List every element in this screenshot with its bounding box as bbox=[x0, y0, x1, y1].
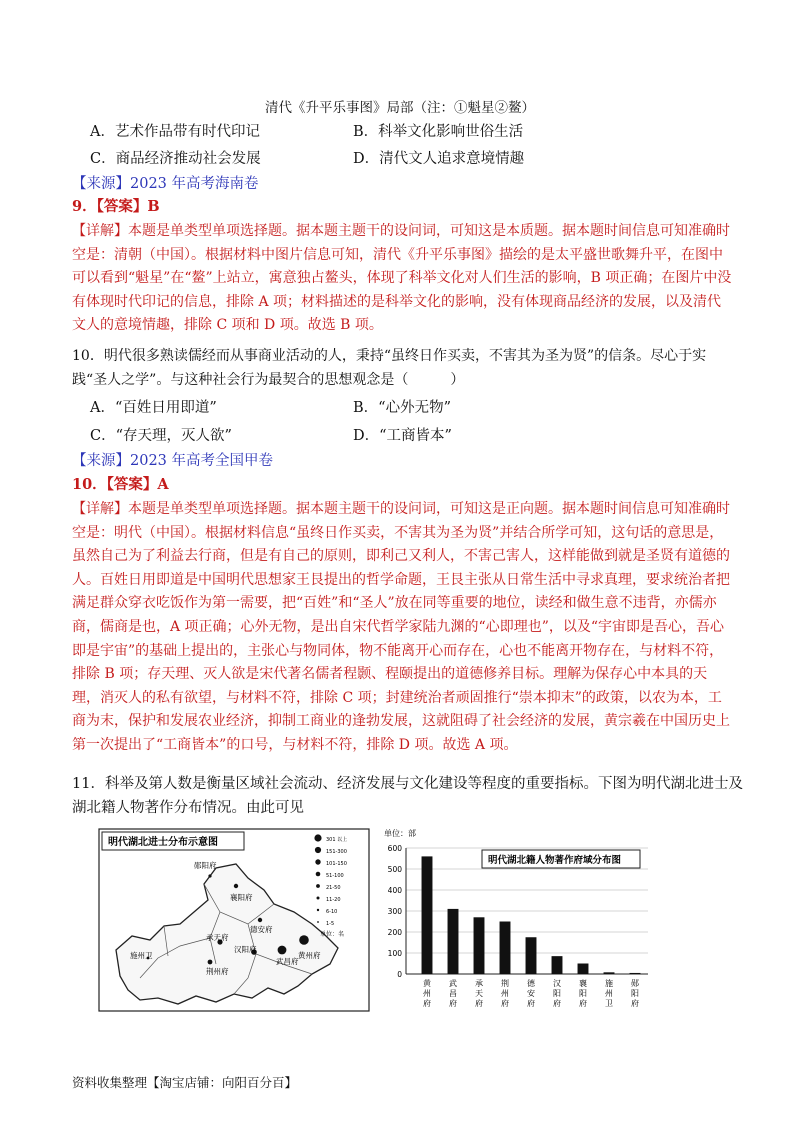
svg-text:郧阳府: 郧阳府 bbox=[194, 861, 217, 870]
chart-category-label: 汉 bbox=[553, 979, 561, 988]
svg-text:151-300: 151-300 bbox=[326, 849, 347, 855]
chart-ytick-label: 200 bbox=[387, 928, 402, 937]
chart-category-label: 郧 bbox=[631, 979, 639, 988]
svg-text:汉阳府: 汉阳府 bbox=[234, 945, 257, 954]
chart-category-label: 荆 bbox=[501, 979, 509, 988]
svg-text:1-5: 1-5 bbox=[326, 921, 335, 927]
a9-answer: 9．【答案】B bbox=[72, 198, 160, 215]
chart-bar bbox=[422, 856, 433, 974]
q8-option-a: A．艺术作品带有时代印记 bbox=[90, 124, 260, 140]
q10-stem: 10．明代很多熟读儒经而从事商业活动的人，秉持“虽终日作买卖，不害其为圣为贤”的信条。尽心于实践“圣人之学”。与这种社会行为最契合的思想观念是（ ） bbox=[72, 348, 707, 388]
chart-ytick-label: 300 bbox=[387, 907, 402, 916]
q10-option-c: C．“存天理，灭人欲” bbox=[90, 428, 232, 444]
a10-detail: 【详解】本题是单类型单项选择题。据本题主题干的设问词，可知这是正向题。据本题时间信息可知准确时空是：明代（中国）。根据材料信息“虽终日作买卖，不害其为圣为贤”并结合所学可知，这句话的意思是，虽然自己为了利益去行商，但是有自己的原则，即利己又利人，不害己害人，这样能做到就是圣贤有道德的人。百姓日用即道是中国明代思想家王艮提出的哲学命题，王艮主张从日常生活中寻求真理，要求统治者把满足群众穿衣吃饭作为第一需要，把“百姓”和“圣人”放在同等重要的地位，读经和做生意不违背，亦儒亦商，儒商是也，A 项正确；心外无物，是出自宋代哲学家陆九渊的“心即理也”，以及“宇宙即是吾心，吾心即是宇宙”的基础上提出的，主张心与物同体，物不能离开心而存在，心也不能离开物存在，与材料不符，排除 B 项；存天理、灭人欲是宋代著名儒者程颢、程颐提出的道德修养目标。理解为保存心中本具的天理，消灭人的私有欲望，与材料不符，排除 C 项；封建统治者顽固推行“崇本抑末”的政策，以农为本，工商为末，保护和发展农业经济，抑制工商业的逢勃发展，这就阻碍了社会经济的发展，黄宗羲在中国历史上第一次提出了“工商皆本”的口号，与材料不符，排除 D 项。故选 A 项。 bbox=[72, 501, 730, 753]
q8-option-d: D．清代文人追求意境情趣 bbox=[353, 151, 525, 167]
svg-text:武昌府: 武昌府 bbox=[276, 957, 299, 966]
chart-category-label: 州 bbox=[605, 989, 613, 998]
chart-bar bbox=[552, 956, 563, 974]
chart-category-label: 昌 bbox=[449, 989, 457, 998]
chart-title: 明代湖北籍人物著作府域分布图 bbox=[488, 855, 622, 866]
chart-ylabel: 单位：部 bbox=[384, 829, 416, 838]
chart-ytick-label: 100 bbox=[387, 949, 402, 958]
figure-caption: 清代《升平乐事图》局部（注：①魁星②鳌） bbox=[265, 100, 535, 116]
chart-bar bbox=[500, 922, 511, 975]
svg-text:襄阳府: 襄阳府 bbox=[230, 893, 253, 902]
svg-text:荆州府: 荆州府 bbox=[206, 967, 229, 976]
svg-text:21-50: 21-50 bbox=[326, 885, 341, 891]
svg-text:德安府: 德安府 bbox=[250, 925, 273, 934]
chart-category-label: 德 bbox=[527, 979, 535, 988]
map-title: 明代湖北进士分布示意图 bbox=[108, 837, 218, 848]
q8-option-b: B．科举文化影响世俗生活 bbox=[353, 124, 524, 140]
q8-option-c: C．商品经济推动社会发展 bbox=[90, 151, 261, 167]
chart-category-label: 武 bbox=[449, 979, 457, 988]
chart-bar bbox=[604, 972, 615, 974]
chart-category-label: 阳 bbox=[553, 989, 561, 998]
svg-text:承天府: 承天府 bbox=[206, 933, 229, 942]
chart-bar bbox=[474, 917, 485, 974]
chart-category-label: 府 bbox=[449, 999, 457, 1008]
chart-category-label: 府 bbox=[423, 999, 431, 1008]
svg-text:101-150: 101-150 bbox=[326, 861, 347, 867]
chart-category-label: 州 bbox=[501, 989, 509, 998]
chart-category-label: 府 bbox=[527, 999, 535, 1008]
q10-option-b: B．“心外无物” bbox=[353, 400, 451, 416]
chart-bar bbox=[630, 973, 641, 974]
chart-ytick-label: 400 bbox=[387, 886, 402, 895]
chart-category-label: 府 bbox=[579, 999, 587, 1008]
q10-source: 【来源】2023 年高考全国甲卷 bbox=[72, 453, 274, 469]
chart-bar bbox=[578, 964, 589, 975]
footer-note: 资料收集整理【淘宝店铺：向阳百分百】 bbox=[72, 1075, 298, 1090]
chart-category-label: 襄 bbox=[579, 979, 587, 988]
chart-category-label: 安 bbox=[527, 989, 535, 998]
svg-text:11-20: 11-20 bbox=[326, 897, 341, 903]
q8-source: 【来源】2023 年高考海南卷 bbox=[72, 176, 259, 192]
chart-category-label: 卫 bbox=[605, 999, 613, 1008]
chart-bar bbox=[448, 909, 459, 974]
hubei-jinshi-map bbox=[98, 828, 370, 1012]
chart-category-label: 府 bbox=[553, 999, 561, 1008]
chart-category-label: 阳 bbox=[579, 989, 587, 998]
q11-stem-line1: 11．科举及第人数是衡量区域社会流动、经济发展与文化建设等程度的重要指标。下图为明代湖北进士及 bbox=[72, 776, 743, 792]
q11-stem-line2: 湖北籍人物著作分布情况。由此可见 bbox=[72, 800, 304, 816]
chart-category-label: 府 bbox=[501, 999, 509, 1008]
a10-answer: 10．【答案】A bbox=[72, 476, 169, 493]
chart-ytick-label: 600 bbox=[387, 844, 402, 853]
svg-text:51-100: 51-100 bbox=[326, 873, 344, 879]
chart-category-label: 黄 bbox=[423, 979, 431, 988]
svg-text:黄州府: 黄州府 bbox=[298, 951, 321, 960]
chart-category-label: 承 bbox=[475, 979, 483, 988]
chart-category-label: 阳 bbox=[631, 989, 639, 998]
chart-ytick-label: 500 bbox=[387, 865, 402, 874]
svg-text:6-10: 6-10 bbox=[326, 909, 338, 915]
svg-text:施州卫: 施州卫 bbox=[130, 951, 153, 960]
a9-detail: 【详解】本题是单类型单项选择题。据本题主题干的设问词，可知这是本质题。据本题时间信息可知准确时空是：清朝（中国）。根据材料中图片信息可知，清代《升平乐事图》描绘的是太平盛世歌舞升平，在图中可以看到“魁星”在“鳌”上站立，寓意独占鳌头，体现了科举文化对人们生活的影响，B 项正确；在图片中没有体现时代印记的信息，排除 A 项；材料描述的是科举文化的影响，没有体现商品经济的发展，以及清代文人的意境情趣，排除 C 项和 D 项。故选 B 项。 bbox=[72, 223, 732, 334]
chart-category-label: 天 bbox=[475, 989, 483, 998]
chart-bar bbox=[526, 937, 537, 974]
svg-text:301 以上: 301 以上 bbox=[326, 837, 348, 843]
q10-option-d: D．“工商皆本” bbox=[353, 428, 452, 444]
chart-category-label: 州 bbox=[423, 989, 431, 998]
chart-ytick-label: 0 bbox=[397, 970, 402, 979]
chart-category-label: 府 bbox=[475, 999, 483, 1008]
works-distribution-chart bbox=[380, 826, 652, 1036]
q10-option-a: A．“百姓日用即道” bbox=[90, 400, 217, 416]
svg-text:单位：名: 单位：名 bbox=[320, 931, 345, 938]
chart-category-label: 府 bbox=[631, 999, 639, 1008]
chart-category-label: 施 bbox=[605, 979, 613, 988]
